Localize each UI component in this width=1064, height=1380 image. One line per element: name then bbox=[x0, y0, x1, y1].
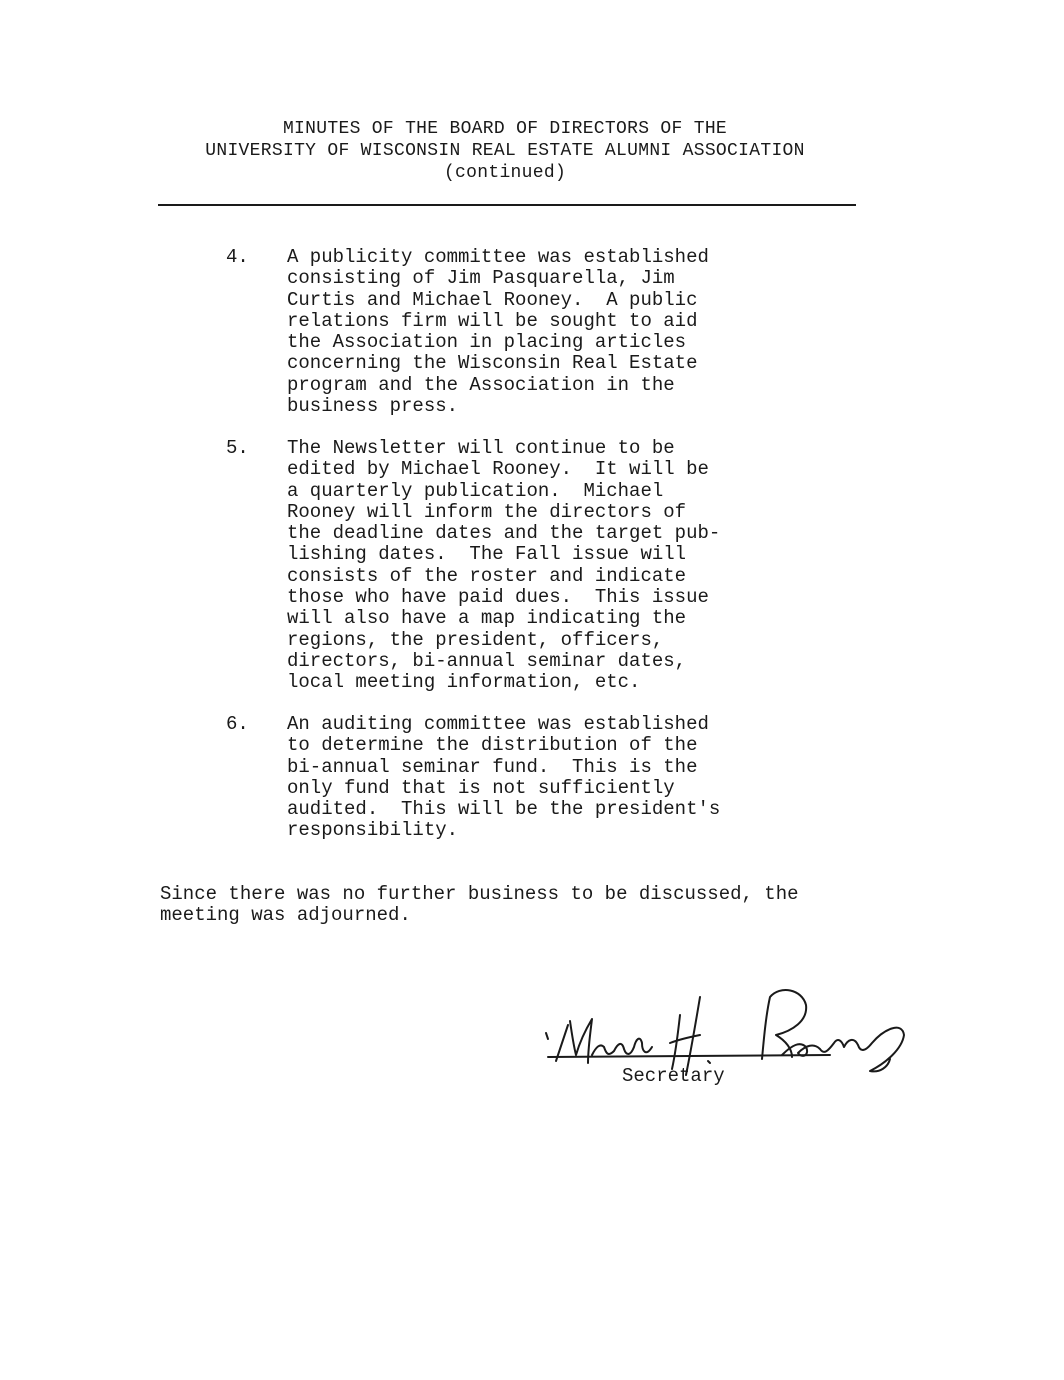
item-line: A publicity committee was established bbox=[287, 246, 709, 268]
item-text bbox=[287, 714, 827, 842]
item-text bbox=[287, 247, 827, 417]
item-line: the Association in placing articles bbox=[287, 331, 687, 354]
closing-line: Since there was no further business to be discussed, the bbox=[160, 883, 799, 905]
heading-divider bbox=[158, 204, 856, 206]
item-line: to determine the distribution of the bbox=[287, 734, 698, 757]
item-line: directors, bi-annual seminar dates, bbox=[287, 649, 687, 672]
item-line: lishing dates. The Fall issue will bbox=[287, 543, 687, 566]
item-line: business press. bbox=[287, 395, 459, 418]
item-line: only fund that is not sufficiently bbox=[287, 776, 675, 799]
closing-statement bbox=[160, 884, 940, 927]
item-line: the deadline dates and the target pub- bbox=[287, 522, 721, 545]
heading-line: UNIVERSITY OF WISCONSIN REAL ESTATE ALUMNI ASSOCIATION bbox=[205, 141, 805, 161]
item-line: regions, the president, officers, bbox=[287, 628, 664, 651]
item-line: Rooney will inform the directors of bbox=[287, 500, 687, 523]
item-line: consisting of Jim Pasquarella, Jim bbox=[287, 267, 675, 290]
item-line: concerning the Wisconsin Real Estate bbox=[287, 352, 698, 375]
item-text bbox=[287, 438, 827, 694]
item-line: audited. This will be the president's bbox=[287, 798, 721, 821]
item-line: edited by Michael Rooney. It will be bbox=[287, 458, 709, 481]
item-line: relations firm will be sought to aid bbox=[287, 309, 698, 332]
item-number: 4. bbox=[226, 246, 249, 268]
item-number: 6. bbox=[226, 713, 249, 735]
item-line: program and the Association in the bbox=[287, 373, 675, 396]
item-line: a quarterly publication. Michael bbox=[287, 479, 664, 502]
item-line: responsibility. bbox=[287, 819, 459, 842]
heading-line: MINUTES OF THE BOARD OF DIRECTORS OF THE bbox=[282, 119, 728, 139]
heading-line: (continued) bbox=[443, 163, 567, 183]
closing-line: meeting was adjourned. bbox=[160, 904, 411, 927]
item-line: bi-annual seminar fund. This is the bbox=[287, 755, 698, 778]
signature-block bbox=[530, 985, 910, 1095]
item-line: local meeting information, etc. bbox=[287, 671, 641, 694]
item-line: The Newsletter will continue to be bbox=[287, 437, 675, 459]
item-number: 5. bbox=[226, 437, 249, 459]
item-line: consists of the roster and indicate bbox=[287, 564, 687, 587]
signature-title: Secretary bbox=[622, 1065, 725, 1087]
item-line: An auditing committee was established bbox=[287, 713, 709, 735]
item-line: Curtis and Michael Rooney. A public bbox=[287, 288, 698, 311]
item-line: those who have paid dues. This issue bbox=[287, 586, 709, 609]
item-line: will also have a map indicating the bbox=[287, 607, 687, 630]
document-heading bbox=[0, 118, 1010, 184]
